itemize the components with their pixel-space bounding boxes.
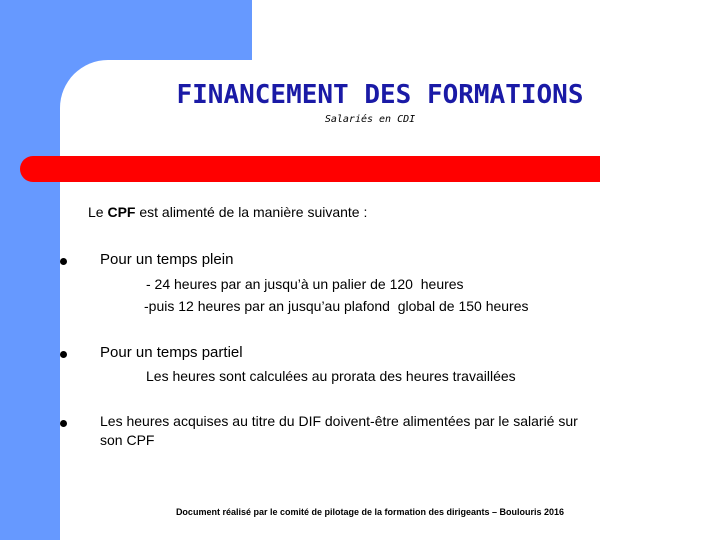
bullet-heading-part-time: Pour un temps partiel xyxy=(100,344,243,361)
decorative-red-bar xyxy=(20,156,600,182)
bullet-dif-line-1: Les heures acquises au titre du DIF doivent-être alimentées par le salarié sur xyxy=(100,413,578,429)
bullet-dif-line-2: son CPF xyxy=(100,432,155,448)
bullet-dot-1 xyxy=(60,258,67,265)
bullet-detail-2a: Les heures sont calculées au prorata des heures travaillées xyxy=(146,368,516,384)
intro-cpf: CPF xyxy=(107,204,136,220)
intro-suffix: est alimenté de la manière suivante : xyxy=(135,204,368,220)
bullet-heading-full-time: Pour un temps plein xyxy=(100,251,234,268)
intro-text xyxy=(88,204,367,220)
bullet-detail-1a: - 24 heures par an jusqu’à un palier de 120 heures xyxy=(146,276,464,292)
bullet-dot-2 xyxy=(60,351,67,358)
bullet-detail-1b: -puis 12 heures par an jusqu’au plafond global de 150 heures xyxy=(144,298,529,314)
bullet-dot-3 xyxy=(60,420,67,427)
slide-subtitle: Salariés en CDI xyxy=(324,114,416,125)
slide-title: FINANCEMENT DES FORMATIONS xyxy=(176,80,584,110)
intro-prefix: Le xyxy=(88,204,108,220)
footer-credit: Document réalisé par le comité de pilotage de la formation des dirigeants – Boulouris 2016 xyxy=(175,507,565,517)
